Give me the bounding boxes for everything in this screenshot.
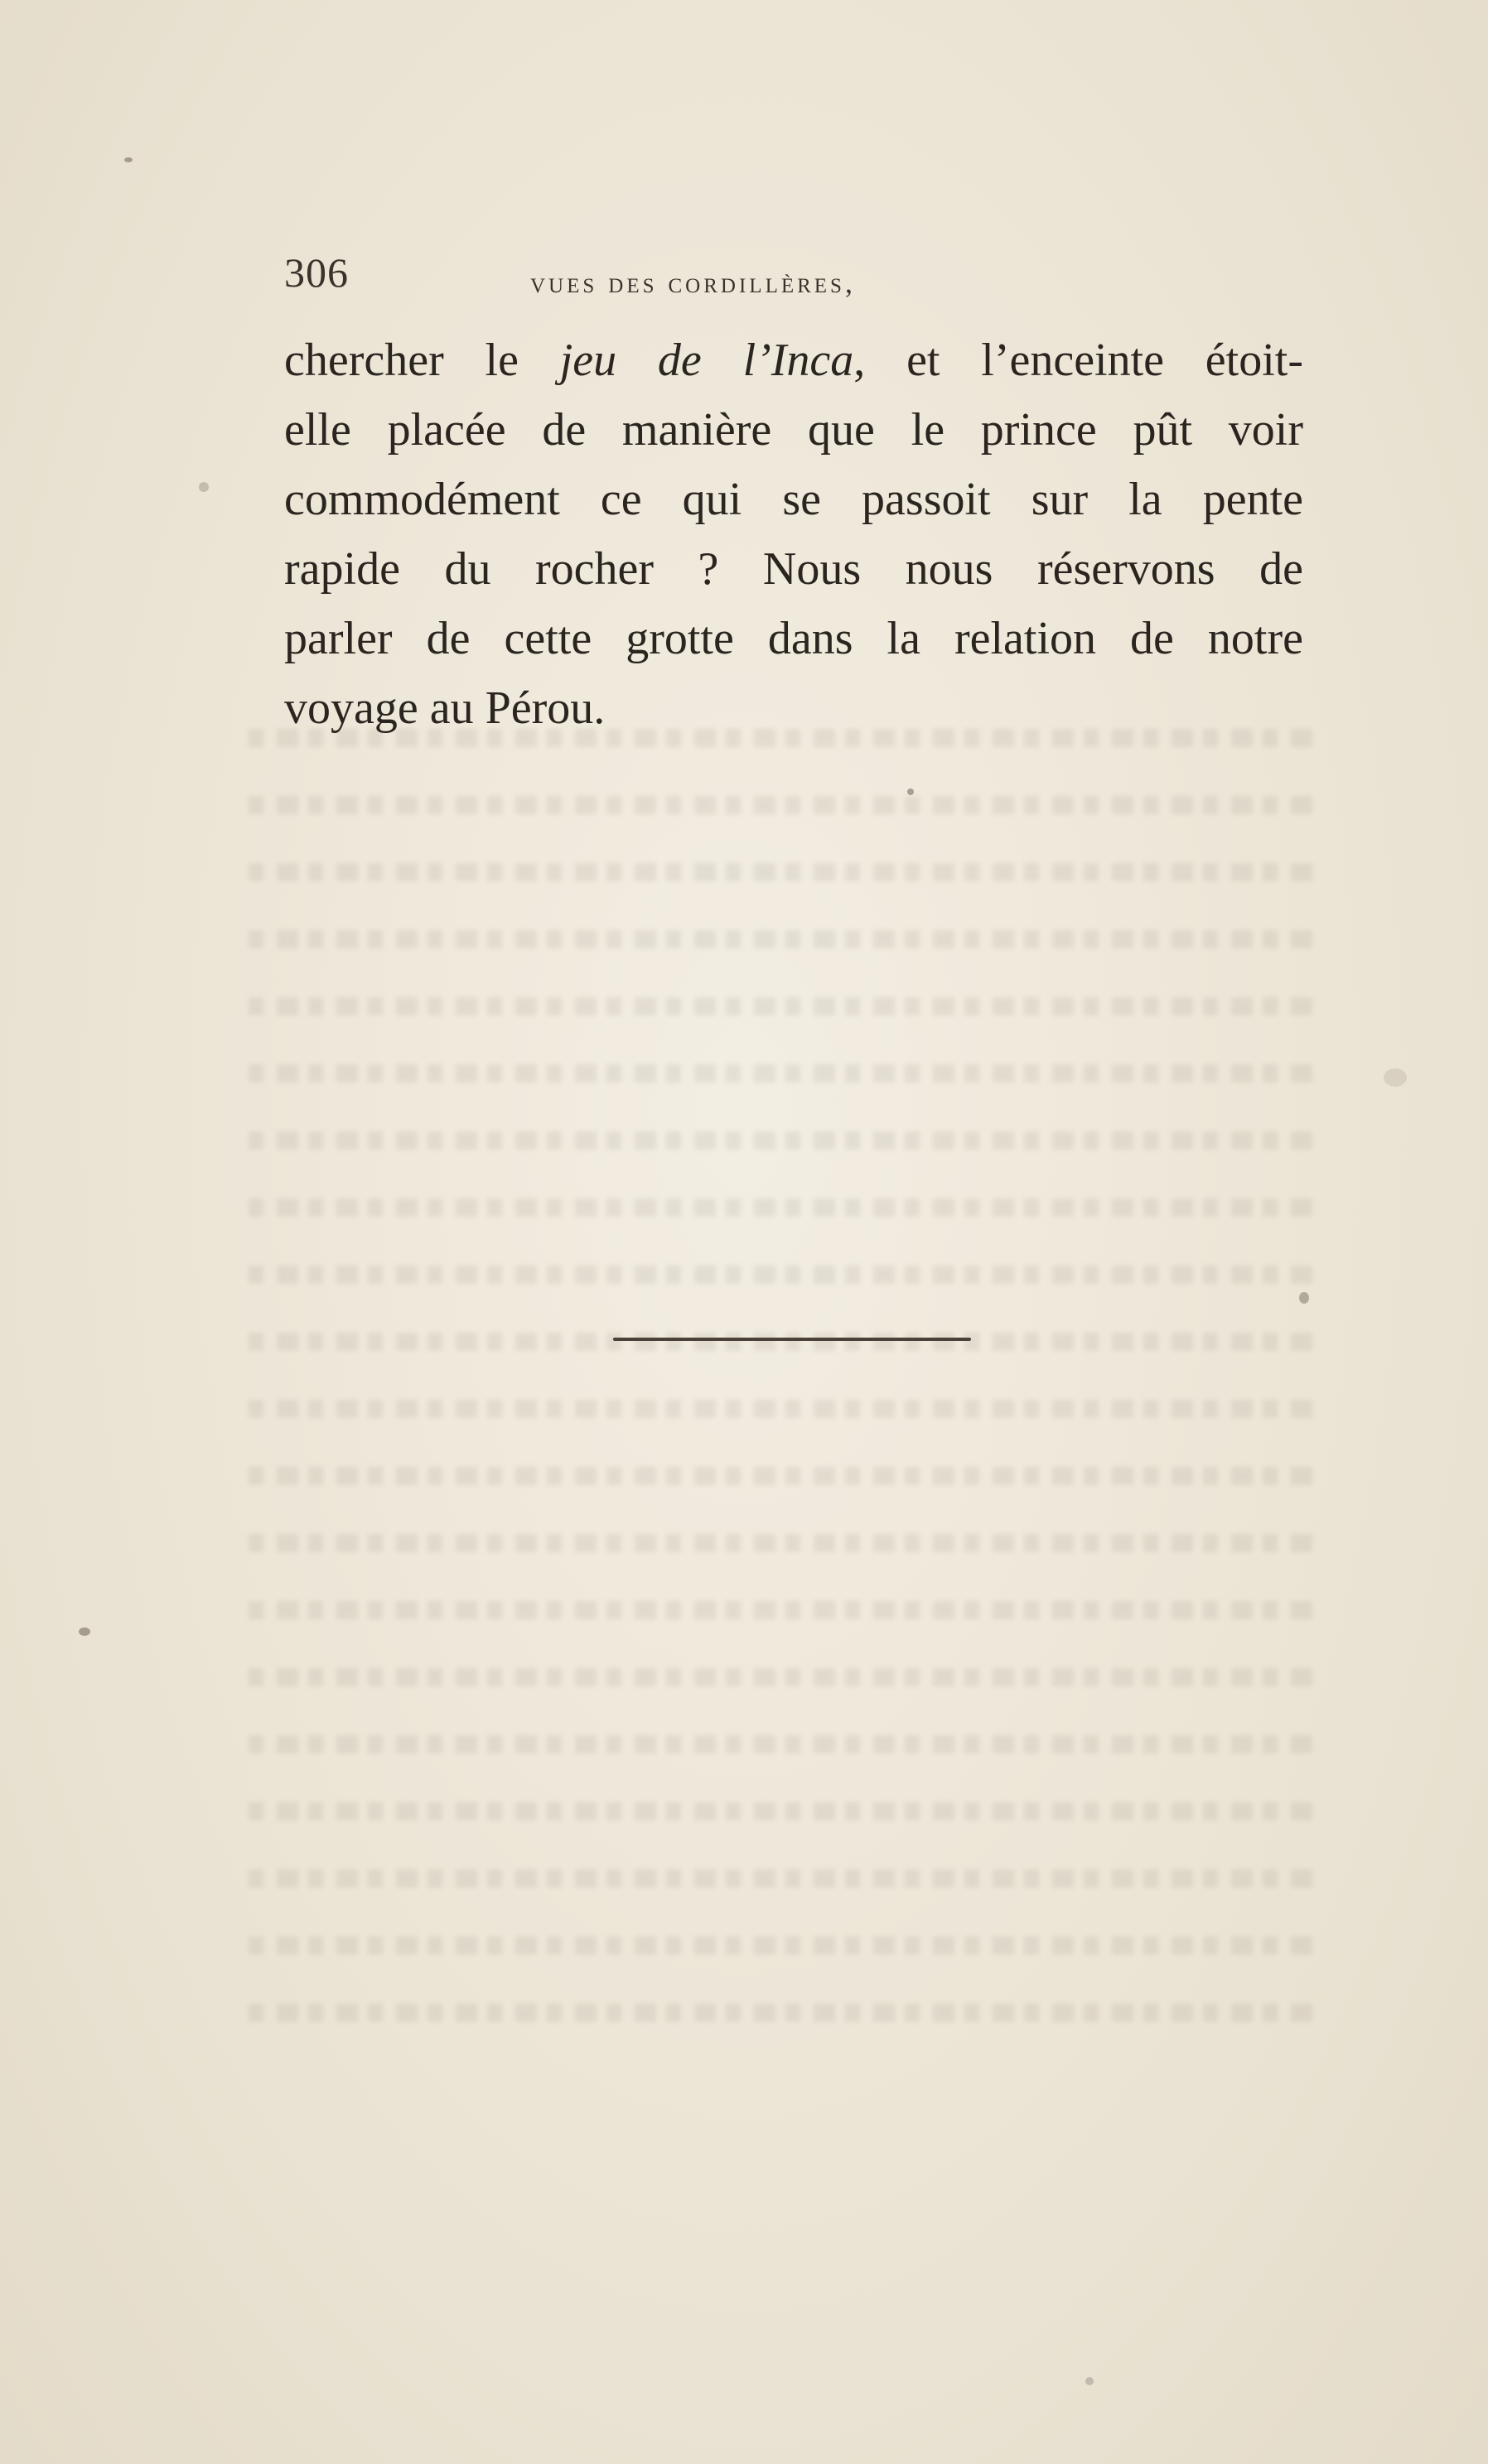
paper-speck xyxy=(199,482,209,492)
running-head: vues des cordillères, xyxy=(530,266,856,299)
paper-speck xyxy=(1299,1292,1309,1304)
text-line: voyage au Pérou. xyxy=(284,682,606,734)
paper-speck xyxy=(1085,2377,1094,2385)
body-paragraph xyxy=(284,325,1303,743)
page-number: 306 xyxy=(284,249,349,296)
paper-speck xyxy=(79,1627,90,1636)
text-line: parler de cette grotte dans la relation de notre xyxy=(284,613,1303,664)
page-header xyxy=(284,248,1303,306)
paper-speck xyxy=(124,157,133,162)
text-line: commodément ce qui se passoit sur la pente xyxy=(284,474,1303,525)
paper-speck xyxy=(1384,1068,1407,1087)
text-line: rapide du rocher ? Nous nous réservons de xyxy=(284,543,1303,595)
section-end-rule xyxy=(613,1338,971,1341)
bleed-through-shadow xyxy=(249,729,1317,2137)
text-line: elle placée de manière que le prince pût voir xyxy=(284,404,1303,456)
paper-speck xyxy=(907,788,914,795)
text-line: chercher le jeu de l’Inca, et l’enceinte étoit- xyxy=(284,335,1303,386)
italic-title: jeu de l’Inca xyxy=(559,335,854,386)
